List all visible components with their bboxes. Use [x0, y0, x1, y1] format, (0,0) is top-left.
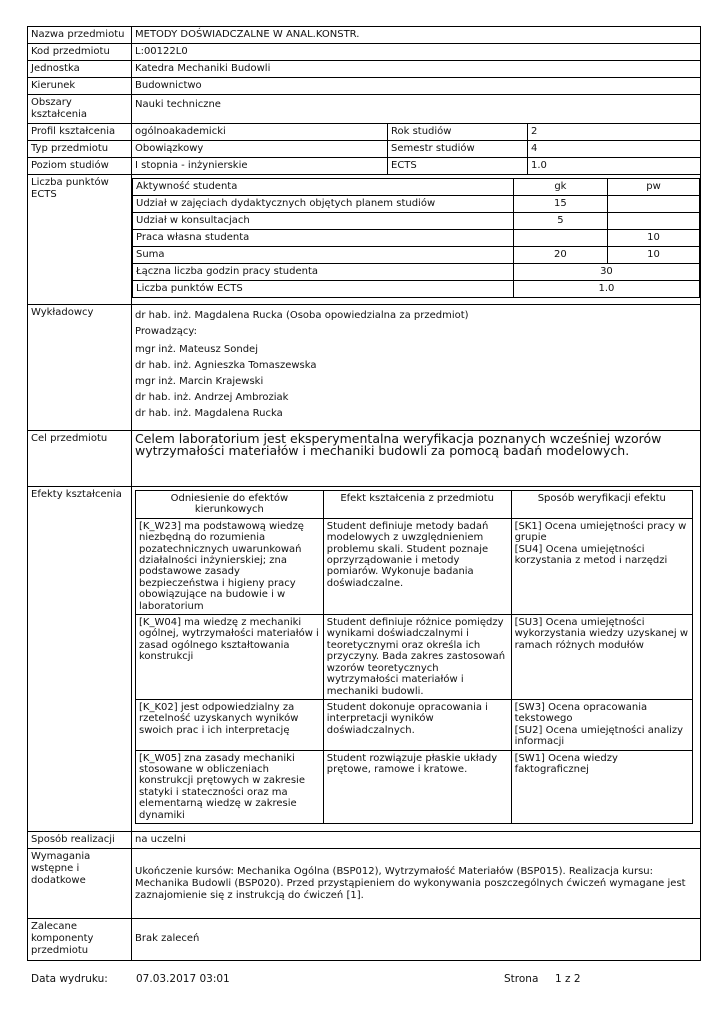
- course-name-label: Nazwa przedmiotu: [28, 27, 132, 44]
- lecturers-prowadzacy: Prowadzący:: [135, 326, 197, 337]
- ects-col-gk: gk: [513, 179, 607, 196]
- effect-outcome: Student rozwiązuje płaskie układy prętowe, ramowe i kratowe.: [323, 750, 511, 823]
- ects-row-pw: 10: [607, 247, 699, 264]
- semester-label: Semestr studiów: [388, 141, 528, 158]
- effect-outcome: Student definiuje różnice pomiędzy wynikami doświadczalnymi i teoretycznymi oraz określa ich przyczyny. Bada zakres zastosowań wzorów teoretycznych wytrzymałości materiałów i mechaniki budowli.: [323, 615, 511, 700]
- realization-value: na uczelni: [132, 831, 701, 848]
- ects-col-activity: Aktywność studenta: [133, 179, 514, 196]
- table-row: [136, 615, 693, 700]
- course-table: [27, 26, 701, 961]
- goal-label: Cel przedmiotu: [28, 431, 132, 487]
- requirements-label: Wymagania wstępne i dodatkowe: [28, 848, 132, 918]
- effect-reference: [K_K02] jest odpowiedzialny za rzetelność uzyskanych wyników swoich prac i ich interpretację: [136, 699, 324, 750]
- ects-row-pw: [607, 213, 699, 230]
- lecturer-item: dr hab. inż. Magdalena Rucka: [135, 408, 283, 419]
- lecturers-label: Wykładowcy: [28, 305, 132, 431]
- total-ects-label: Liczba punktów ECTS: [133, 281, 514, 298]
- course-card: [27, 26, 700, 961]
- table-row: [133, 247, 700, 264]
- table-row: [133, 196, 700, 213]
- course-name-value: METODY DOŚWIADCZALNE W ANAL.KONSTR.: [132, 27, 701, 44]
- ects-row-name: Udział w konsultacjach: [133, 213, 514, 230]
- ects-table: [132, 178, 700, 298]
- ects-col-pw: pw: [607, 179, 699, 196]
- effect-outcome: Student dokonuje opracowania i interpretacji wyników doświadczalnych.: [323, 699, 511, 750]
- ects-label: ECTS: [388, 158, 528, 175]
- type-label: Typ przedmiotu: [28, 141, 132, 158]
- ects-row-gk: 20: [513, 247, 607, 264]
- realization-label: Sposób realizacji: [28, 831, 132, 848]
- year-value: 2: [528, 124, 701, 141]
- lecturer-item: dr hab. inż. Agnieszka Tomaszewska: [135, 360, 317, 371]
- total-hours-value: 30: [513, 264, 699, 281]
- level-label: Poziom studiów: [28, 158, 132, 175]
- level-value: I stopnia - inżynierskie: [132, 158, 388, 175]
- table-row: [136, 750, 693, 823]
- effect-verification: [SW3] Ocena opracowania tekstowego [SU2] Ocena umiejętności analizy informacji: [511, 699, 692, 750]
- requirements-value: Ukończenie kursów: Mechanika Ogólna (BSP012), Wytrzymałość Materiałów (BSP015). Realizacja kursu: Mechanika Budowli (BSP020). Przed przystąpieniem do wykonywania poszczególnych ćwiczeń wymagane jest zaznajomienie się z instrukcją do ćwiczeń [1].: [132, 848, 701, 918]
- ects-row-name: Praca własna studenta: [133, 230, 514, 247]
- ects-row-gk: 15: [513, 196, 607, 213]
- ects-row-name: Udział w zajęciach dydaktycznych objętych planem studiów: [133, 196, 514, 213]
- recommended-value: Brak zaleceń: [132, 918, 701, 960]
- table-row: [136, 518, 693, 614]
- effect-reference: [K_W05] zna zasady mechaniki stosowane w obliczeniach konstrukcji prętowych w zakresie statyki i stateczności oraz ma elementarną wiedzę w zakresie dynamiki: [136, 750, 324, 823]
- ects-row-pw: [607, 196, 699, 213]
- ects-value: 1.0: [528, 158, 701, 175]
- areas-label: Obszary kształcenia: [28, 95, 132, 124]
- effect-outcome: Student definiuje metody badań modelowych z uwzględnieniem problemu skali. Student poznaje oprzyrządowanie i metody pomiarów. Wykonuje badania doświadczalne.: [323, 518, 511, 614]
- year-label: Rok studiów: [388, 124, 528, 141]
- table-row: [133, 213, 700, 230]
- recommended-label: Zalecane komponenty przedmiotu: [28, 918, 132, 960]
- field-label: Kierunek: [28, 78, 132, 95]
- course-code-value: L:00122L0: [132, 44, 701, 61]
- page-number: 1 z 2: [555, 973, 581, 985]
- profile-value: ogólnoakademicki: [132, 124, 388, 141]
- areas-value: Nauki techniczne: [132, 95, 701, 124]
- table-row: [133, 230, 700, 247]
- effects-col-verification: Sposób weryfikacji efektu: [511, 491, 692, 519]
- effect-verification: [SK1] Ocena umiejętności pracy w grupie [SU4] Ocena umiejętności korzystania z metod i narzędzi: [511, 518, 692, 614]
- lecturer-item: dr hab. inż. Andrzej Ambroziak: [135, 392, 289, 403]
- total-ects-value: 1.0: [513, 281, 699, 298]
- effect-verification: [SU3] Ocena umiejętności wykorzystania wiedzy uzyskanej w ramach różnych modułów: [511, 615, 692, 700]
- effects-col-outcome: Efekt kształcenia z przedmiotu: [323, 491, 511, 519]
- lecturer-item: mgr inż. Marcin Krajewski: [135, 376, 264, 387]
- ects-row-name: Suma: [133, 247, 514, 264]
- effects-col-reference: Odniesienie do efektów kierunkowych: [136, 491, 324, 519]
- ects-row-pw: 10: [607, 230, 699, 247]
- print-date-label: Data wydruku:: [31, 973, 108, 985]
- profile-label: Profil kształcenia: [28, 124, 132, 141]
- effects-label: Efekty kształcenia: [28, 487, 132, 832]
- effect-verification: [SW1] Ocena wiedzy faktograficznej: [511, 750, 692, 823]
- effect-reference: [K_W23] ma podstawową wiedzę niezbędną do rozumienia pozatechnicznych uwarunkowań działalności inżynierskiej; zna podstawowe zasady bezpieczeństwa i higieny pracy obowiązujące na budowie i w laboratorium: [136, 518, 324, 614]
- page-label: Strona: [504, 973, 539, 985]
- unit-value: Katedra Mechaniki Budowli: [132, 61, 701, 78]
- ects-row-gk: 5: [513, 213, 607, 230]
- print-date-value: 07.03.2017 03:01: [136, 973, 230, 985]
- lecturer-main: dr hab. inż. Magdalena Rucka (Osoba opowiedzialna za przedmiot): [135, 310, 469, 321]
- unit-label: Jednostka: [28, 61, 132, 78]
- total-hours-label: Łączna liczba godzin pracy studenta: [133, 264, 514, 281]
- course-code-label: Kod przedmiotu: [28, 44, 132, 61]
- table-row: [136, 699, 693, 750]
- lecturer-item: mgr inż. Mateusz Sondej: [135, 344, 258, 355]
- type-value: Obowiązkowy: [132, 141, 388, 158]
- ects-points-label: Liczba punktów ECTS: [28, 175, 132, 305]
- semester-value: 4: [528, 141, 701, 158]
- ects-row-gk: [513, 230, 607, 247]
- field-value: Budownictwo: [132, 78, 701, 95]
- goal-text: Celem laboratorium jest eksperymentalna weryfikacja poznanych wcześniej wzorów wytrzymałości materiałów i mechaniki budowli za pomocą badań modelowych.: [132, 431, 701, 487]
- effects-table: [135, 490, 693, 824]
- effect-reference: [K_W04] ma wiedzę z mechaniki ogólnej, wytrzymałości materiałów i zasad ogólnego kształtowania konstrukcji: [136, 615, 324, 700]
